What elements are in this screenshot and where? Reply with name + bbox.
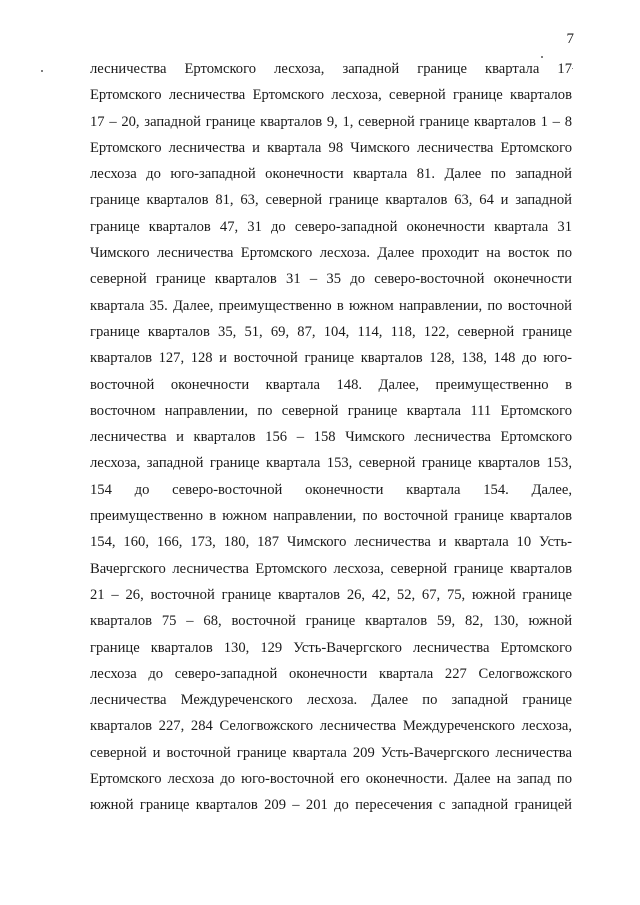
text-line: Ертомского лесничества и квартала 98 Чимского лесничества Ертомского — [90, 139, 572, 156]
scan-speck — [572, 68, 573, 69]
text-line: северной и восточной границе квартала 209 Усть-Вачергского лесничества — [90, 744, 572, 761]
text-line: границе кварталов 47, 31 до северо-западной оконечности квартала 31 — [90, 218, 572, 235]
text-line: лесничества и кварталов 156 – 158 Чимского лесничества Ертомского — [90, 429, 572, 446]
text-line: 154, 160, 166, 173, 180, 187 Чимского лесничества и квартала 10 Усть- — [90, 534, 572, 551]
text-line: южной границе кварталов 209 – 201 до пересечения с западной границей — [90, 797, 572, 814]
text-line: восточной оконечности квартала 148. Далее, преимущественно в — [90, 376, 572, 393]
text-line: Чимского лесничества Ертомского лесхоза. Далее проходит на восток по — [90, 245, 572, 262]
text-line: квартала 35. Далее, преимущественно в южном направлении, по восточной — [90, 297, 572, 314]
text-line: 154 до северо-восточной оконечности квартала 154. Далее, — [90, 481, 572, 498]
text-line: лесхоза до юго-западной оконечности квартала 81. Далее по западной — [90, 166, 572, 183]
text-line: границе кварталов 35, 51, 69, 87, 104, 114, 118, 122, северной границе — [90, 323, 572, 340]
text-line: 17 – 20, западной границе кварталов 9, 1, северной границе кварталов 1 – 8 — [90, 113, 572, 130]
text-line: лесничества Ертомского лесхоза, западной границе квартала 17 — [90, 61, 572, 77]
text-line: Ертомского лесхоза до юго-восточной его оконечности. Далее на запад по — [90, 771, 572, 788]
text-line: 21 – 26, восточной границе кварталов 26, 42, 52, 67, 75, южной границе — [90, 586, 572, 603]
scan-speck — [41, 70, 43, 72]
text-line: восточном направлении, по северной границе квартала 111 Ертомского — [90, 402, 572, 419]
text-line: преимущественно в южном направлении, по восточной границе кварталов — [90, 508, 572, 525]
text-line: Ертомского лесничества Ертомского лесхоза, северной границе кварталов — [90, 87, 572, 104]
text-line: кварталов 127, 128 и восточной границе кварталов 128, 138, 148 до юго- — [90, 350, 572, 367]
text-line: границе кварталов 81, 63, северной границе кварталов 63, 64 и западной — [90, 192, 572, 209]
text-line: Вачергского лесничества Ертомского лесхоза, северной границе кварталов — [90, 560, 572, 577]
text-line: кварталов 227, 284 Селогвожского лесничества Междуреченского лесхоза, — [90, 718, 572, 735]
page-number: 7 — [566, 31, 574, 47]
text-line: лесничества Междуреченского лесхоза. Далее по западной границе — [90, 692, 572, 709]
text-line: границе кварталов 130, 129 Усть-Вачергского лесничества Ертомского — [90, 639, 572, 656]
text-line: лесхоза, западной границе квартала 153, северной границе кварталов 153, — [90, 455, 572, 472]
text-line: кварталов 75 – 68, восточной границе кварталов 59, 82, 130, южной — [90, 613, 572, 630]
body-paragraph — [90, 56, 572, 819]
text-line: северной границе кварталов 31 – 35 до северо-восточной оконечности — [90, 271, 572, 288]
text-line: лесхоза до северо-западной оконечности квартала 227 Селогвожского — [90, 665, 572, 682]
